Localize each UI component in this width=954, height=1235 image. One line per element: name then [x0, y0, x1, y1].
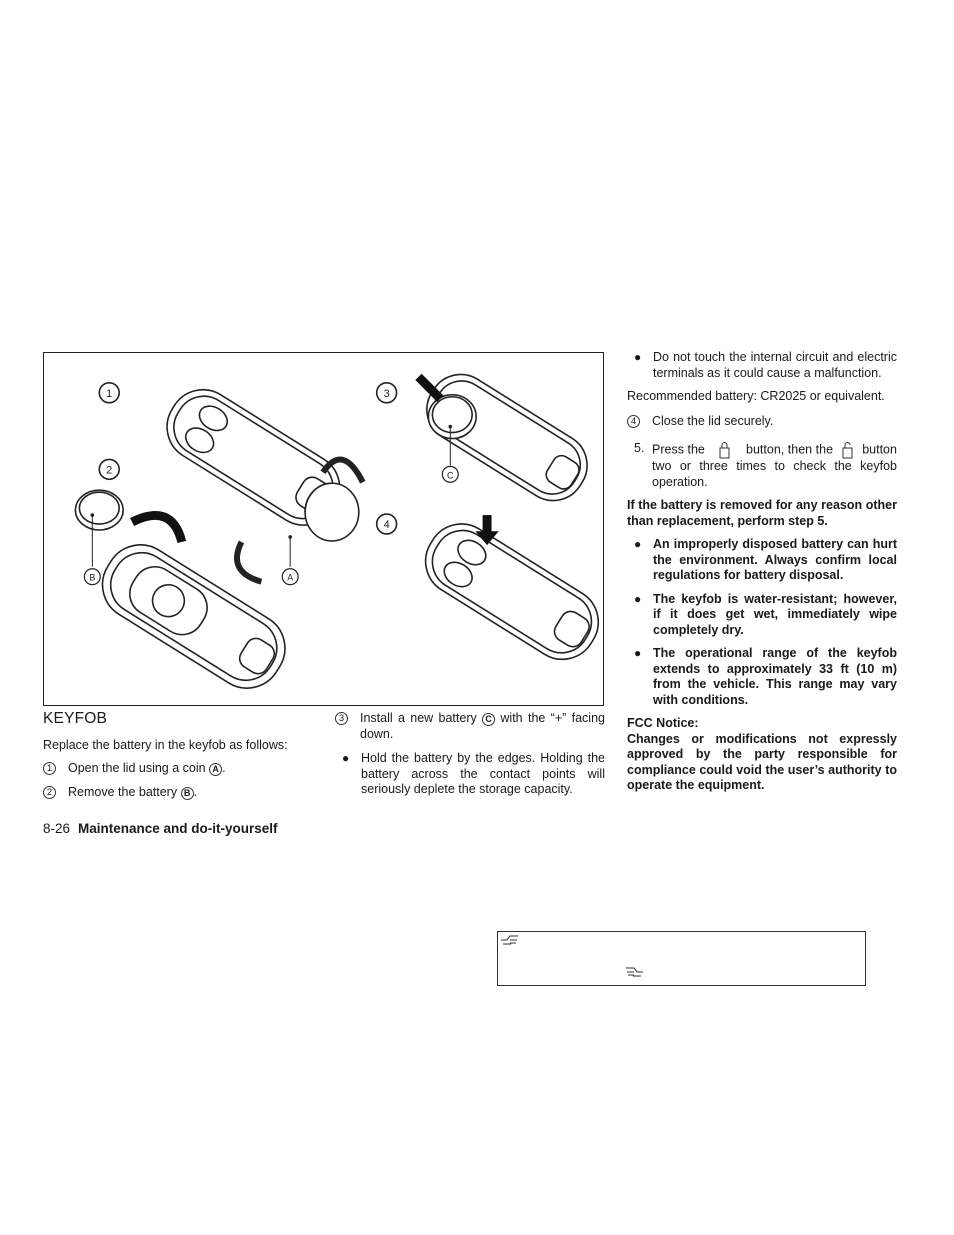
bullet-water-resistant: ● The keyfob is water-resistant; however, if it does get wet, immediately wipe completely dry.	[634, 591, 897, 637]
keyfob-illustration	[43, 352, 604, 706]
fcc-title: FCC Notice:	[627, 716, 699, 730]
callout-1	[99, 383, 119, 403]
intro-text: Replace the battery in the keyfob as follows:	[43, 737, 288, 752]
keyfob-step4	[413, 511, 603, 672]
middle-column	[335, 711, 605, 798]
step-1-number: 1	[43, 762, 56, 775]
step-2: 2 Remove the battery B .	[43, 785, 305, 801]
step-3-number: 3	[335, 712, 348, 725]
section-title: KEYFOB	[43, 710, 108, 727]
step-1: 1 Open the lid using a coin A .	[43, 761, 305, 777]
svg-text:B: B	[89, 572, 96, 583]
pointing-hand-back-icon	[624, 966, 644, 978]
callout-3	[377, 383, 397, 403]
svg-text:1: 1	[106, 387, 113, 400]
bullet-disposal: ● An improperly disposed battery can hurt the environment. Always confirm local regulations for battery disposal.	[634, 537, 897, 582]
warning-text: If the battery is removed for any reason other than replacement, perform step 5.	[627, 498, 897, 528]
step-5: 5. Press the button, then the button two or three times to check the keyfob operation.	[634, 441, 897, 489]
step-3-bullet: ● Hold the battery by the edges. Holding the battery across the contact points will seriously deplete the storage capacity.	[342, 751, 605, 796]
fcc-text: Changes or modifications not expressly approved by the party responsible for compliance could void the user’s authority to operate the equipment.	[627, 731, 897, 792]
callout-4	[377, 514, 397, 534]
callout-2	[99, 459, 119, 479]
footer-section: Maintenance and do-it-yourself	[78, 821, 278, 836]
bullet-operational-range: ● The operational range of the keyfob extends to approximately 33 ft (10 m) from the vehicle. This range may vary with conditions.	[634, 646, 897, 707]
svg-text:2: 2	[106, 464, 113, 477]
pointing-hand-icon	[500, 934, 520, 946]
letter-c-ref: C	[482, 713, 495, 726]
step-4-number: 4	[627, 415, 640, 428]
letter-c	[442, 466, 458, 482]
right-column	[627, 350, 897, 794]
keyfob-step2	[89, 532, 298, 701]
letter-b-ref: B	[181, 787, 194, 800]
svg-text:A: A	[287, 572, 294, 583]
step-4: 4 Close the lid securely.	[627, 414, 897, 430]
step-3: 3 Install a new battery C with the “+” facing down.	[335, 711, 605, 742]
step-2-number: 2	[43, 786, 56, 799]
svg-text:3: 3	[383, 387, 390, 400]
bullet-internal-circuit: ● Do not touch the internal circuit and electric terminals as it could cause a malfunction.	[634, 350, 897, 380]
svg-text:4: 4	[383, 519, 390, 532]
page-footer	[43, 821, 278, 836]
letter-b	[84, 569, 100, 585]
letter-a-ref: A	[209, 763, 222, 776]
recommended-battery: Recommended battery: CR2025 or equivalent.	[627, 389, 885, 403]
left-column	[43, 711, 305, 800]
svg-text:C: C	[447, 470, 454, 481]
page-number: 8-26	[43, 821, 71, 836]
reference-note-box	[497, 931, 866, 986]
lock-icon	[708, 441, 742, 459]
step-5-number: 5.	[634, 441, 645, 455]
unlock-icon	[837, 441, 859, 459]
letter-a	[282, 569, 298, 585]
